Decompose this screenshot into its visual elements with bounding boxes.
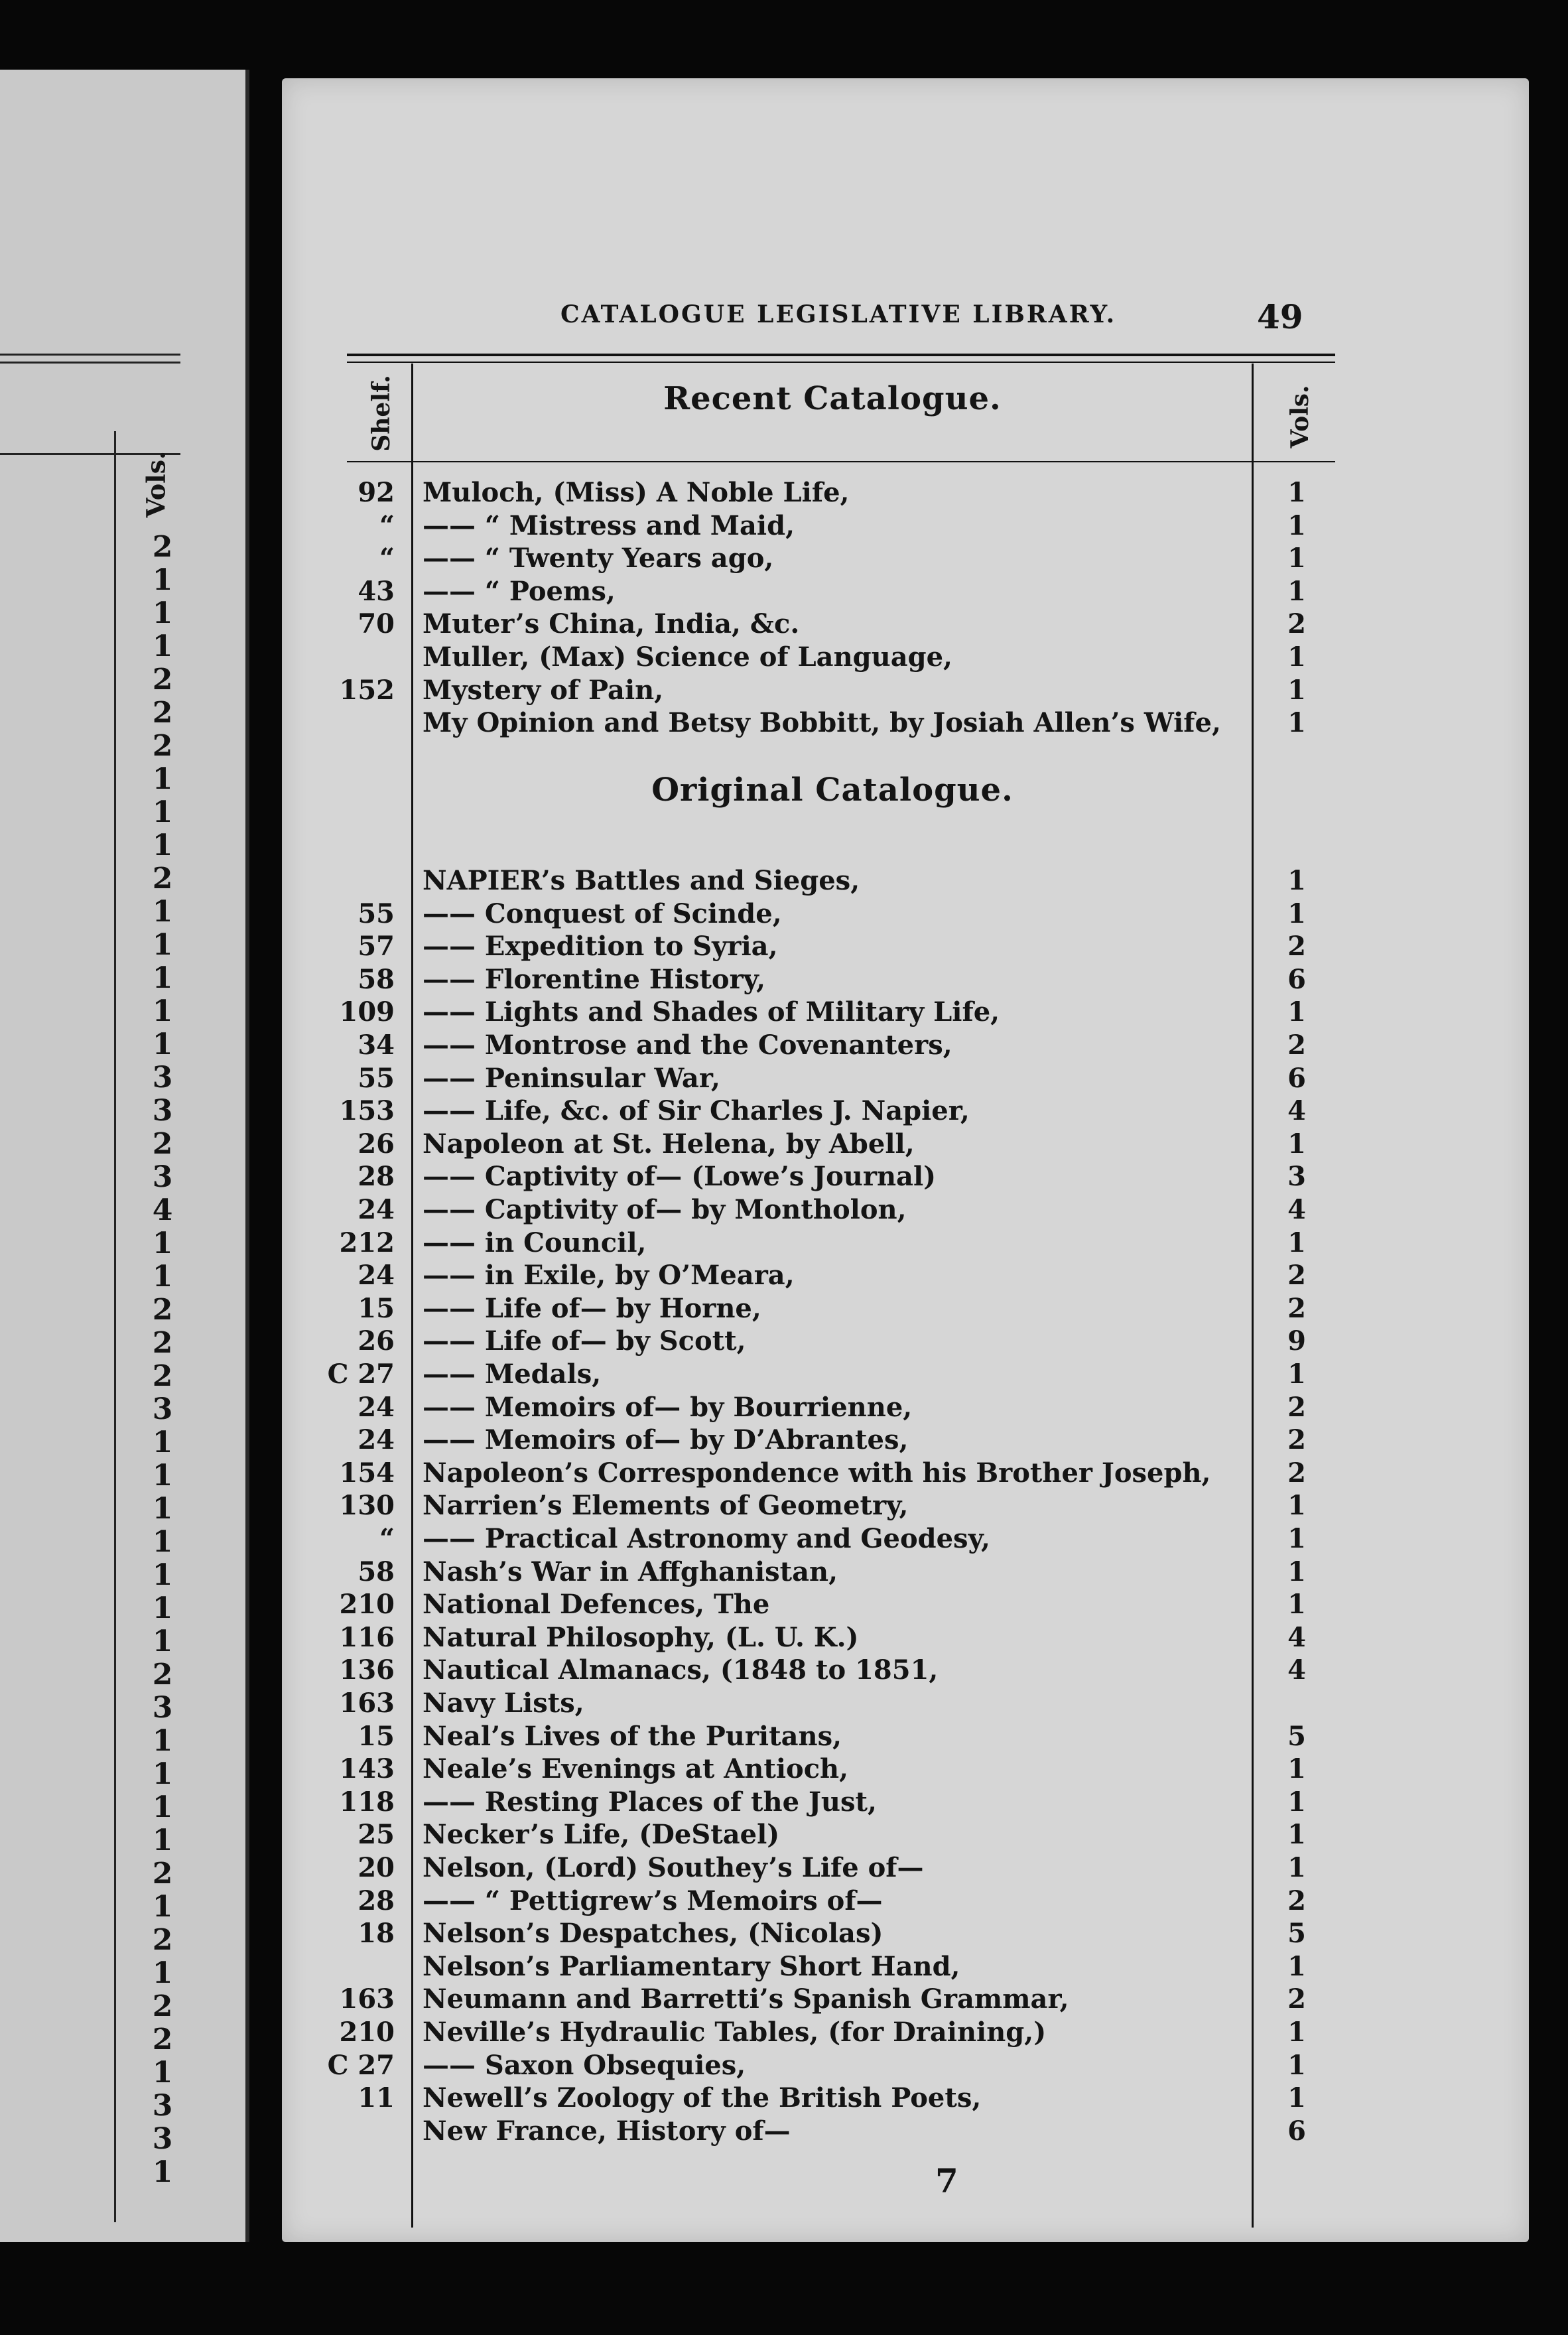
catalogue-entry — [282, 1193, 1529, 1227]
volume-count: 6 — [1287, 1062, 1306, 1094]
catalogue-entry — [282, 2115, 1529, 2148]
catalogue-entry — [282, 1687, 1529, 1720]
page-number: 49 — [1257, 297, 1303, 336]
volume-count: 1 — [1287, 575, 1306, 607]
volume-count: 5 — [1287, 1720, 1306, 1752]
shelf-number: 116 — [339, 1621, 395, 1653]
left-page-vol-count: 2 — [152, 2023, 173, 2056]
entry-title: Napoleon at St. Helena, by Abell, — [423, 1128, 915, 1160]
entry-title: NAPIER’s Battles and Sieges, — [423, 865, 860, 896]
entry-title: —— Practical Astronomy and Geodesy, — [423, 1523, 990, 1554]
volume-count: 1 — [1287, 707, 1306, 739]
catalogue-entry — [282, 1917, 1529, 1950]
volume-count: 1 — [1287, 1753, 1306, 1785]
shelf-number: 11 — [358, 2082, 395, 2114]
left-page-vol-count: 1 — [152, 2056, 173, 2090]
shelf-number: 26 — [358, 1128, 395, 1160]
volume-count: 2 — [1287, 1030, 1306, 1061]
catalogue-page — [282, 78, 1529, 2242]
shelf-number: 210 — [339, 2017, 395, 2048]
entry-title: —— Resting Places of the Just, — [423, 1786, 877, 1818]
shelf-number: 130 — [339, 1490, 395, 1522]
shelf-number: 58 — [358, 963, 395, 995]
entry-title: Mystery of Pain, — [423, 674, 664, 706]
left-page-vol-count: 1 — [152, 1492, 173, 1526]
left-page-vol-count: 1 — [152, 829, 173, 862]
entry-title: —— Life of— by Scott, — [423, 1325, 746, 1357]
shelf-number: 55 — [358, 898, 395, 929]
shelf-number: 24 — [358, 1194, 395, 1225]
left-page-vol-count: 2 — [152, 1857, 173, 1891]
volume-count: 1 — [1287, 641, 1306, 673]
entry-title: —— Memoirs of— by Bourrienne, — [423, 1391, 913, 1423]
volume-count: 2 — [1287, 1391, 1306, 1423]
shelf-number: 118 — [339, 1786, 395, 1818]
left-page-vol-count: 3 — [152, 1392, 173, 1426]
left-page — [0, 70, 249, 2242]
shelf-number: 15 — [358, 1292, 395, 1324]
left-page-vol-count: 2 — [152, 729, 173, 763]
left-page-rule — [0, 362, 180, 364]
left-page-vol-count: 2 — [152, 663, 173, 697]
catalogue-entry — [282, 1029, 1529, 1062]
volume-count: 2 — [1287, 931, 1306, 963]
left-page-vol-count: 2 — [152, 862, 173, 896]
volume-count: 4 — [1287, 1621, 1306, 1653]
left-page-vol-count: 1 — [152, 563, 173, 597]
catalogue-entry — [282, 542, 1529, 575]
entry-title: Muller, (Max) Science of Language, — [423, 641, 952, 673]
entry-title: —— Peninsular War, — [423, 1062, 720, 1094]
left-page-vol-count: 3 — [152, 1061, 173, 1095]
shelf-number: 109 — [339, 996, 395, 1028]
catalogue-entry — [282, 1062, 1529, 1095]
shelf-number: “ — [379, 509, 395, 541]
catalogue-entry — [282, 1489, 1529, 1522]
shelf-number: 92 — [358, 477, 395, 508]
catalogue-entry — [282, 608, 1529, 641]
catalogue-entry — [282, 1259, 1529, 1292]
catalogue-entry — [282, 2082, 1529, 2115]
catalogue-entry — [282, 1292, 1529, 1325]
catalogue-entry — [282, 1325, 1529, 1358]
left-page-vol-count: 1 — [152, 1956, 173, 1990]
volume-count: 6 — [1287, 2115, 1306, 2147]
entry-title: Newell’s Zoology of the British Poets, — [423, 2082, 982, 2114]
left-page-vol-count: 1 — [152, 895, 173, 929]
catalogue-entry — [282, 898, 1529, 931]
volume-count: 1 — [1287, 477, 1306, 508]
entry-title: —— “ Mistress and Maid, — [423, 509, 795, 541]
entry-title: —— Life of— by Horne, — [423, 1292, 761, 1324]
shelf-number: 212 — [339, 1227, 395, 1258]
catalogue-entry — [282, 1457, 1529, 1490]
catalogue-entry — [282, 1227, 1529, 1260]
entry-title: —— Medals, — [423, 1359, 602, 1390]
entry-title: Neville’s Hydraulic Tables, (for Draining,) — [423, 2017, 1047, 2048]
shelf-number: 43 — [358, 575, 395, 607]
left-page-vol-count: 4 — [152, 1193, 173, 1227]
column-header-rule — [347, 461, 1335, 462]
volume-count: 1 — [1287, 1589, 1306, 1621]
entry-title: —— in Council, — [423, 1227, 647, 1258]
shelf-number: 143 — [339, 1753, 395, 1785]
entry-title: —— Expedition to Syria, — [423, 931, 778, 963]
left-page-vol-count: 2 — [152, 1293, 173, 1327]
volume-count: 1 — [1287, 2017, 1306, 2048]
entry-title: Necker’s Life, (DeStael) — [423, 1819, 780, 1851]
volume-count: 1 — [1287, 1490, 1306, 1522]
catalogue-entry — [282, 930, 1529, 963]
catalogue-entry — [282, 1358, 1529, 1391]
left-page-vol-count: 2 — [152, 1658, 173, 1692]
shelf-number: 26 — [358, 1325, 395, 1357]
catalogue-entry — [282, 575, 1529, 608]
volume-count: 2 — [1287, 608, 1306, 640]
entry-title: Muloch, (Miss) A Noble Life, — [423, 477, 850, 508]
shelf-number: C 27 — [327, 1359, 395, 1390]
shelf-number: 152 — [339, 674, 395, 706]
shelf-number: “ — [379, 1523, 395, 1554]
left-page-vol-count: 1 — [152, 928, 173, 962]
volume-count: 1 — [1287, 898, 1306, 929]
left-page-vol-count: 1 — [152, 1625, 173, 1658]
left-page-vol-count: 2 — [152, 1989, 173, 2023]
shelf-number: 34 — [358, 1030, 395, 1061]
volume-count: 9 — [1287, 1325, 1306, 1357]
left-page-vol-count: 1 — [152, 2155, 173, 2189]
catalogue-entry — [282, 2016, 1529, 2049]
catalogue-entry — [282, 1621, 1529, 1654]
catalogue-entry — [282, 2049, 1529, 2082]
signature-mark: 7 — [935, 2161, 958, 2200]
entry-title: —— Memoirs of— by D’Abrantes, — [423, 1424, 909, 1456]
catalogue-entry — [282, 1885, 1529, 1918]
entry-title: Neumann and Barretti’s Spanish Grammar, — [423, 1983, 1069, 2015]
left-page-vol-count: 3 — [152, 1691, 173, 1725]
volume-count: 2 — [1287, 1424, 1306, 1456]
volume-count: 1 — [1287, 674, 1306, 706]
left-page-vol-count: 3 — [152, 2122, 173, 2156]
section-heading: Original Catalogue. — [651, 771, 1013, 809]
left-page-vol-count: 1 — [152, 1824, 173, 1857]
shelf-number: 55 — [358, 1062, 395, 1094]
volume-count: 4 — [1287, 1095, 1306, 1127]
shelf-number: 136 — [339, 1654, 395, 1686]
shelf-number: 24 — [358, 1424, 395, 1456]
shelf-number: 25 — [358, 1819, 395, 1851]
left-page-rule — [0, 354, 180, 356]
entry-title: Nautical Almanacs, (1848 to 1851, — [423, 1654, 939, 1686]
catalogue-entry — [282, 1786, 1529, 1819]
entry-title: —— in Exile, by O’Meara, — [423, 1260, 795, 1292]
shelf-number: 15 — [358, 1720, 395, 1752]
left-page-vol-count: 1 — [152, 1757, 173, 1791]
header-rule — [347, 354, 1335, 356]
volume-count: 2 — [1287, 1885, 1306, 1916]
catalogue-entry — [282, 641, 1529, 674]
catalogue-entry — [282, 996, 1529, 1029]
volume-count: 1 — [1287, 1852, 1306, 1883]
entry-title: —— Saxon Obsequies, — [423, 2049, 746, 2081]
volume-count: 1 — [1287, 2049, 1306, 2081]
volume-count: 1 — [1287, 865, 1306, 896]
left-page-vol-count: 1 — [152, 1260, 173, 1294]
catalogue-entry — [282, 1818, 1529, 1851]
volume-count: 1 — [1287, 543, 1306, 574]
entry-title: National Defences, The — [423, 1589, 770, 1621]
left-page-column-line — [114, 431, 116, 2222]
volume-count: 1 — [1287, 509, 1306, 541]
shelf-column-header: Shelf. — [367, 375, 395, 452]
shelf-number: 163 — [339, 1983, 395, 2015]
left-page-vol-count: 1 — [152, 795, 173, 829]
entry-title: —— “ Pettigrew’s Memoirs of— — [423, 1885, 883, 1916]
catalogue-entry — [282, 476, 1529, 509]
volume-count: 1 — [1287, 1819, 1306, 1851]
catalogue-entry — [282, 1851, 1529, 1885]
left-page-vols-header: Vols. — [141, 450, 171, 518]
left-page-vol-count: 2 — [152, 1326, 173, 1360]
volume-count: 1 — [1287, 1227, 1306, 1258]
shelf-number: 153 — [339, 1095, 395, 1127]
catalogue-entry — [282, 509, 1529, 543]
left-page-vols-column — [143, 531, 182, 2189]
catalogue-entry — [282, 1753, 1529, 1786]
vols-column-header: Vols. — [1286, 385, 1314, 448]
shelf-number: 57 — [358, 931, 395, 963]
left-page-vol-count: 1 — [152, 1558, 173, 1592]
volume-count: 1 — [1287, 1556, 1306, 1587]
volume-count: 2 — [1287, 1292, 1306, 1324]
shelf-number: 28 — [358, 1161, 395, 1193]
left-page-vol-count: 1 — [152, 596, 173, 630]
entry-title: —— Montrose and the Covenanters, — [423, 1030, 952, 1061]
catalogue-entry — [282, 1391, 1529, 1424]
shelf-number: 163 — [339, 1688, 395, 1719]
catalogue-entry — [282, 1588, 1529, 1621]
volume-count: 5 — [1287, 1918, 1306, 1950]
left-page-vol-count: 1 — [152, 1790, 173, 1824]
entry-title: —— “ Poems, — [423, 575, 616, 607]
shelf-number: C 27 — [327, 2049, 395, 2081]
left-page-vol-count: 1 — [152, 630, 173, 663]
volume-count: 2 — [1287, 1260, 1306, 1292]
entry-title: My Opinion and Betsy Bobbitt, by Josiah Allen’s Wife, — [423, 707, 1221, 739]
volume-count: 1 — [1287, 1128, 1306, 1160]
entry-title: Narrien’s Elements of Geometry, — [423, 1490, 909, 1522]
volume-count: 1 — [1287, 1786, 1306, 1818]
shelf-number: 210 — [339, 1589, 395, 1621]
shelf-number: 70 — [358, 608, 395, 640]
catalogue-entry — [282, 963, 1529, 996]
header-rule — [347, 362, 1335, 363]
catalogue-entry — [282, 1095, 1529, 1128]
entry-title: —— Conquest of Scinde, — [423, 898, 782, 929]
left-page-vol-count: 3 — [152, 1160, 173, 1194]
left-page-vol-count: 2 — [152, 1923, 173, 1957]
running-head: CATALOGUE LEGISLATIVE LIBRARY. — [560, 300, 1117, 328]
shelf-number: 58 — [358, 1556, 395, 1587]
volume-count: 2 — [1287, 1983, 1306, 2015]
left-page-vol-count: 1 — [152, 994, 173, 1028]
shelf-number: “ — [379, 543, 395, 574]
catalogue-entry — [282, 1522, 1529, 1556]
left-page-vol-count: 1 — [152, 1890, 173, 1924]
catalogue-entry — [282, 1720, 1529, 1753]
volume-count: 1 — [1287, 2082, 1306, 2114]
volume-count: 1 — [1287, 1950, 1306, 1982]
entry-title: Nelson, (Lord) Southey’s Life of— — [423, 1852, 924, 1883]
catalogue-entry — [282, 864, 1529, 898]
entry-title: Neal’s Lives of the Puritans, — [423, 1720, 842, 1752]
left-page-vol-count: 3 — [152, 2089, 173, 2123]
entry-title: —— Captivity of— (Lowe’s Journal) — [423, 1161, 937, 1193]
catalogue-entry — [282, 1424, 1529, 1457]
entry-title: Nelson’s Parliamentary Short Hand, — [423, 1950, 960, 1982]
volume-count: 3 — [1287, 1161, 1306, 1193]
left-page-vol-count: 3 — [152, 1094, 173, 1128]
left-page-vol-count: 1 — [152, 961, 173, 995]
entry-title: Muter’s China, India, &c. — [423, 608, 800, 640]
catalogue-entry — [282, 1128, 1529, 1161]
volume-count: 1 — [1287, 1523, 1306, 1554]
entry-title: Napoleon’s Correspondence with his Brother Joseph, — [423, 1457, 1211, 1489]
volume-count: 6 — [1287, 963, 1306, 995]
catalogue-entry — [282, 706, 1529, 740]
entry-title: —— Life, &c. of Sir Charles J. Napier, — [423, 1095, 970, 1127]
shelf-number: 24 — [358, 1391, 395, 1423]
shelf-number: 154 — [339, 1457, 395, 1489]
catalogue-entry — [282, 1983, 1529, 2016]
left-page-vol-count: 1 — [152, 762, 173, 796]
left-page-vol-count: 2 — [152, 530, 173, 564]
left-page-vol-count: 1 — [152, 1591, 173, 1625]
volume-count: 1 — [1287, 996, 1306, 1028]
entry-title: Navy Lists, — [423, 1688, 584, 1719]
shelf-number: 24 — [358, 1260, 395, 1292]
volume-count: 1 — [1287, 1359, 1306, 1390]
catalogue-entry — [282, 1654, 1529, 1687]
catalogue-entry — [282, 1950, 1529, 1983]
left-page-vol-count: 1 — [152, 1525, 173, 1559]
left-page-vol-count: 1 — [152, 1028, 173, 1061]
entry-title: Nash’s War in Affghanistan, — [423, 1556, 838, 1587]
left-page-vol-count: 2 — [152, 696, 173, 730]
left-page-vol-count: 2 — [152, 1359, 173, 1393]
entry-title: —— “ Twenty Years ago, — [423, 543, 774, 574]
entry-title: Nelson’s Despatches, (Nicolas) — [423, 1918, 883, 1950]
catalogue-entry — [282, 1556, 1529, 1589]
catalogue-entry — [282, 674, 1529, 707]
left-page-vol-count: 1 — [152, 1724, 173, 1758]
shelf-number: 28 — [358, 1885, 395, 1916]
entry-title: Neale’s Evenings at Antioch, — [423, 1753, 849, 1785]
shelf-number: 20 — [358, 1852, 395, 1883]
shelf-number: 18 — [358, 1918, 395, 1950]
section-heading: Recent Catalogue. — [663, 380, 1002, 417]
volume-count: 4 — [1287, 1654, 1306, 1686]
volume-count: 2 — [1287, 1457, 1306, 1489]
entry-title: —— Captivity of— by Montholon, — [423, 1194, 907, 1225]
volume-count: 4 — [1287, 1194, 1306, 1225]
catalogue-entry — [282, 1160, 1529, 1193]
entry-title: Natural Philosophy, (L. U. K.) — [423, 1621, 859, 1653]
left-page-vol-count: 1 — [152, 1459, 173, 1493]
entry-title: —— Florentine History, — [423, 963, 766, 995]
left-page-vol-count: 1 — [152, 1227, 173, 1260]
left-page-vol-count: 1 — [152, 1426, 173, 1459]
entry-title: New France, History of— — [423, 2115, 791, 2147]
entry-title: —— Lights and Shades of Military Life, — [423, 996, 1000, 1028]
left-page-vol-count: 2 — [152, 1127, 173, 1161]
